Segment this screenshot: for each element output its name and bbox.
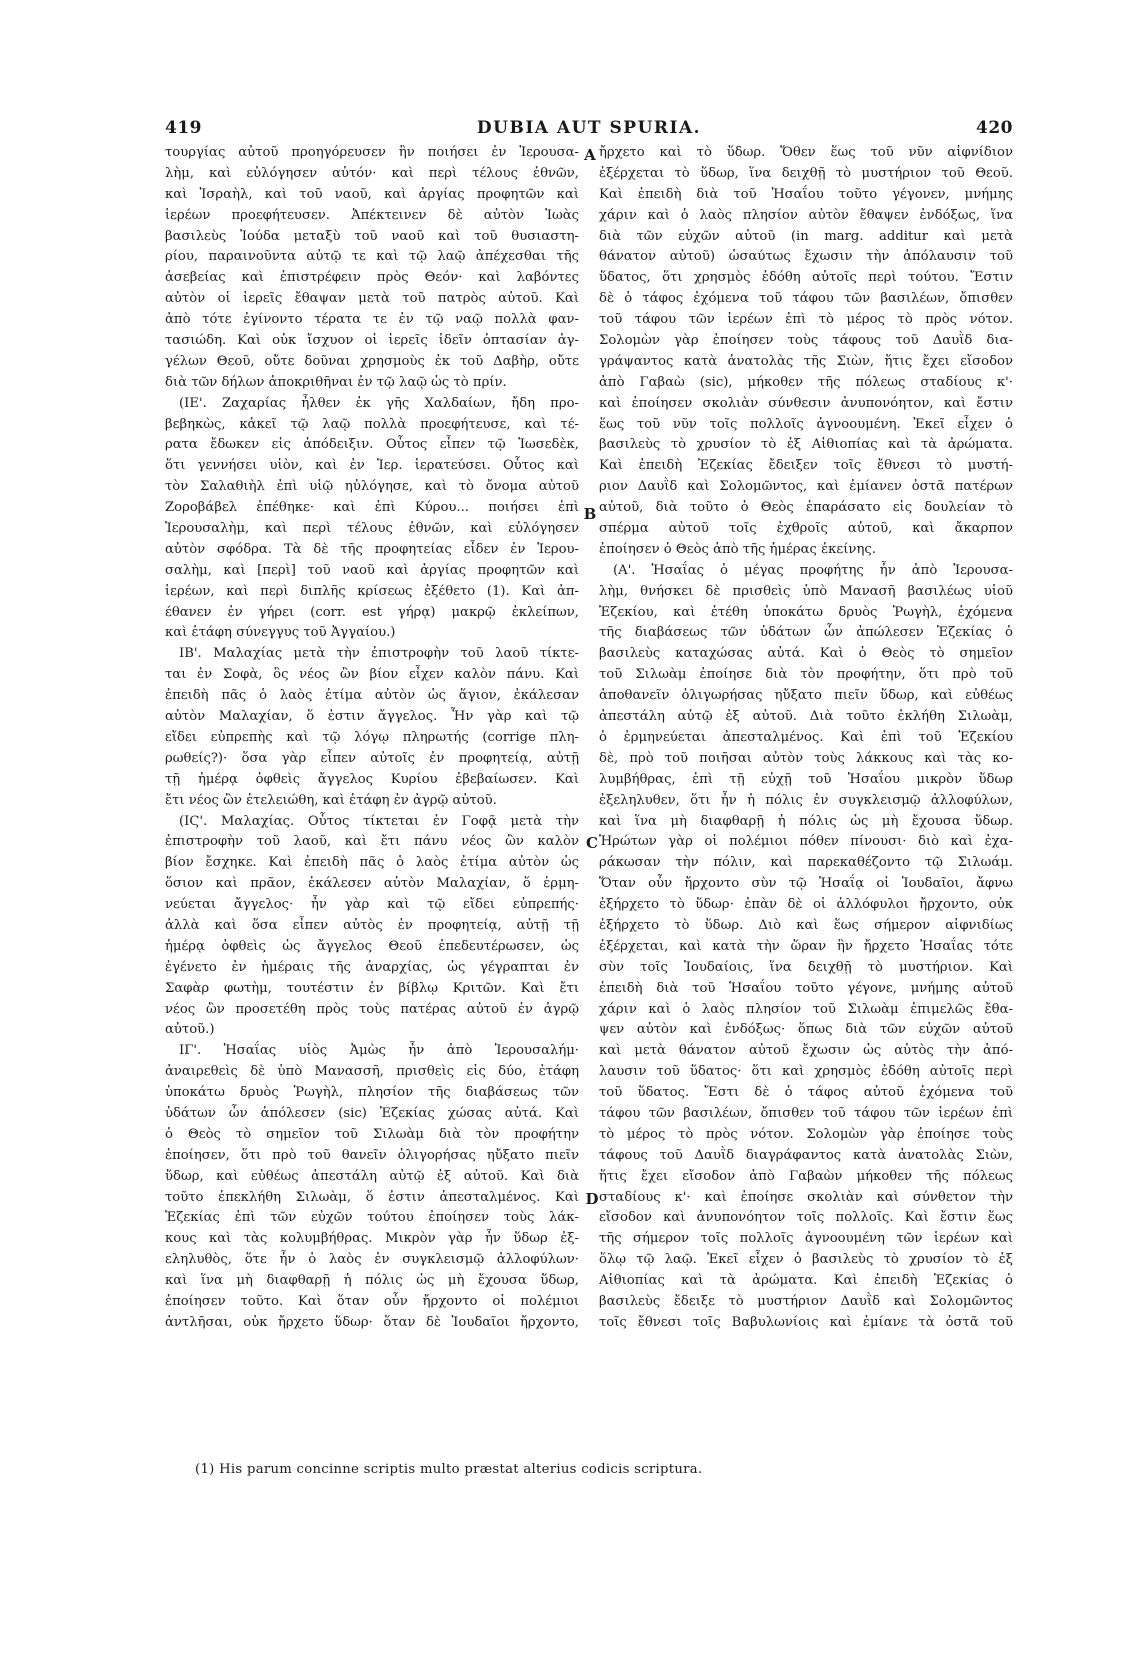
text-line: εληλυθὸς, ὅτε ἦν ὁ λαὸς ἐν συγκλεισμῷ ἀλλοφύλων· <box>165 1252 579 1268</box>
text-line: βασιλεὺς τὸ χρυσίον τὸ ἐξ Αἰθιοπίας καὶ τὰ ἀρώματα. <box>599 437 1013 453</box>
text-line: Σολομὼν γὰρ ἐποίησεν τοὺς τάφους τοῦ Δαυῒδ δια- <box>599 333 1013 349</box>
text-line: αὐτοῦ, διὰ τοῦτο ὁ Θεὸς ἐπαράσατο εἰς δουλείαν τὸ <box>599 500 1013 516</box>
margin-letter-d: D <box>585 1190 599 1208</box>
text-line: βεβηκὼς, κἀκεῖ τῷ λαῷ πολλὰ προεφήτευσε, καὶ τέ- <box>165 416 579 432</box>
text-line: τῆς διαβάσεως τῶν ὑδάτων ὧν ἀπώλεσεν Ἐζεκίας ὁ <box>599 625 1013 641</box>
text-line: νεύεται ἄγγελος· ἦν γὰρ καὶ τῷ εἴδει εὐπρεπής· <box>165 897 579 913</box>
text-line: ἤρχετο καὶ τὸ ὕδωρ. Ὅθεν ἕως τοῦ νῦν αἰφνίδιον <box>599 145 1013 160</box>
text-line: γράψαντος κατὰ ἀνατολὰς τῆς Σιὼν, ἥτις ἔχει εἴσοδον <box>599 353 1013 369</box>
text-line: ὅλῳ τῷ λαῷ. Ἐκεῖ εἶχεν ὁ βασιλεὺς τὸ χρυσίον τὸ ἐξ <box>599 1252 1013 1268</box>
text-line: ρίου, παραινοῦντα αὐτῷ τε καὶ τῷ λαῷ ἀπέχεσθαι τῆς <box>165 249 579 265</box>
text-line: ψεν αὐτὸν καὶ ἐνδόξως· ὅπως διὰ τῶν εὐχῶν αὐτοῦ <box>599 1022 1013 1038</box>
text-line: ΙΒ'. Μαλαχίας μετὰ τὴν ἐπιστροφὴν τοῦ λαοῦ τίκτε- <box>179 646 579 662</box>
text-line: καὶ ἐτάφη σύνεγγυς τοῦ Ἀγγαίου.) <box>165 625 396 641</box>
text-line: ἱερέων, καὶ περὶ διπλῆς κρίσεως ἐξέθετο (1). Καὶ ἀπ- <box>165 583 579 599</box>
text-line: ράκωσαν τὴν πόλιν, καὶ παρεκαθέζοντο τῷ Σιλωάμ. <box>599 855 1013 871</box>
margin-letter-b: B <box>583 505 597 523</box>
text-line: ται ἐν Σοφὰ, ὃς νέος ὢν βίον εἶχεν καλὸν πάνυ. Καὶ <box>165 667 579 683</box>
text-line: τάφους τοῦ Δαυῒδ διαγράφαντος κατὰ ἀνατολὰς Σιὼν, <box>599 1147 1013 1163</box>
page-number-right: 420 <box>976 118 1013 138</box>
margin-letter-c: C <box>586 834 598 852</box>
text-line: ἐπειδὴ πᾶς ὁ λαὸς ἐτίμα αὐτὸν ὡς ἅγιον, ἐκάλεσαν <box>165 688 579 704</box>
text-line: τοῦ τάφου τῶν ἱερέων ἐπὶ τὸ μέρος τὸ πρὸς νότον. <box>599 312 1013 328</box>
text-line: καὶ ἐποίησεν σκολιὰν σύνθεσιν ἀνυπονόητον, καὶ ἔστιν <box>599 395 1013 411</box>
text-line: ἀπὸ τότε ἐγίνοντο τέρατα τε ἐν τῷ ναῷ πολλὰ φαν- <box>165 312 579 328</box>
text-line: λὴμ, θνήσκει δὲ πρισθεὶς ὑπὸ Μανασῆ βασιλέως υἱοῦ <box>599 583 1013 599</box>
text-line: ἐπειδὴ διὰ τοῦ Ἡσαΐου τοῦτο γέγονε, μνήμης αὐτοῦ <box>599 980 1013 996</box>
text-line: σταδίους κ'· καὶ ἐποίησε σκολιὰν καὶ σύνθετον τὴν <box>599 1189 1013 1205</box>
text-line: ἀπεστάλη αὐτῷ ἐξ αὐτοῦ. Διὰ τοῦτο ἐκλήθη Σιλωὰμ, <box>599 709 1013 725</box>
text-line: ὑδάτων ὧν ἀπόλεσεν (sic) Ἐζεκίας χώσας αὐτά. Καὶ <box>165 1105 579 1121</box>
text-line: ὕδατος, ὅτι χρησμὸς ἐδόθη αὐτοῖς περὶ τούτου. Ἔστιν <box>599 270 1013 286</box>
text-line: ἡμέρᾳ ὀφθεὶς ὡς ἄγγελος Θεοῦ ἐπεδευτέρωσεν, ὡς <box>165 938 579 954</box>
text-line: ἐξεληλυθεν, ὅτι ἦν ἡ πόλις ἐν συγκλεισμῷ ἀλλοφύλων, <box>599 792 1013 808</box>
text-line: ἀπὸ Γαβαὼ (sic), μήκοθεν τῆς πόλεως σταδίους κ'· <box>599 374 1013 390</box>
text-line: καὶ Ἰσραὴλ, καὶ τοῦ ναοῦ, καὶ ἀργίας προφητῶν καὶ <box>165 186 579 202</box>
text-line: ἥτις ἔχει εἴσοδον ἀπὸ Γαβαὼν μήκοθεν τῆς πόλεως <box>599 1168 1013 1184</box>
text-line: καὶ ἵνα μὴ διαφθαρῇ ἡ πόλις ὡς μὴ ἔχουσα ὕδωρ, <box>165 1273 579 1289</box>
text-line: Σαφὰρ φωτὴμ, τουτέστιν ἐν βίβλῳ Κριτῶν. Καὶ ἔτι <box>165 980 579 996</box>
text-line: δὲ, πρὸ τοῦ ποιῆσαι αὐτὸν τοὺς λάκκους καὶ τὰς κο- <box>599 750 1013 766</box>
text-line: βασιλεὺς Ἰούδα μεταξὺ τοῦ ναοῦ καὶ τοῦ θυσιαστη- <box>165 228 579 244</box>
text-line: ἐποίησεν ὁ Θεὸς ἀπὸ τῆς ἡμέρας ἐκείνης. <box>599 541 876 557</box>
text-line: σὺν τοῖς Ἰουδαίοις, ἵνα δειχθῇ τὸ μυστήριον. Καὶ <box>599 959 1013 975</box>
text-line: (ΙΕ'. Ζαχαρίας ἦλθεν ἐκ γῆς Χαλδαίων, ἤδη προ- <box>179 395 579 411</box>
text-line: ἐξέρχεται τὸ ὕδωρ, ἵνα δειχθῇ τὸ μυστήριον τοῦ Θεοῦ. <box>599 165 1013 181</box>
text-line: τῆς σήμερον τοῖς πολλοῖς ἀγνοουμένη τῶν ἱερέων καὶ <box>599 1231 1013 1247</box>
text-line: Ὅταν οὖν ἤρχοντο σὺν τῷ Ἡσαΐᾳ οἱ Ἰουδαῖοι, ἄφνω <box>599 876 1013 892</box>
text-line: κους καὶ τὰς κολυμβήθρας. Μικρὸν γὰρ ἦν ὕδωρ ἐξ- <box>165 1231 579 1247</box>
text-line: τοῖς ἔθνεσι τοῖς Βαβυλωνίοις καὶ ἐμίανε τὰ ὀστᾶ τοῦ <box>599 1314 1013 1330</box>
text-line: αὐτὸν Μαλαχίαν, ὅ ἐστιν ἄγγελος. Ἦν γὰρ καὶ τῷ <box>165 709 579 725</box>
text-line: ὑποκάτω δρυὸς Ῥωγὴλ, πλησίον τῆς διαβάσεως τῶν <box>165 1085 579 1101</box>
text-line: τὸν Σαλαθιὴλ ἐπὶ υἱῷ ηὐλόγησε, καὶ τὸ ὄνομα αὐτοῦ <box>165 479 579 495</box>
text-line: διὰ τῶν εὐχῶν αὐτοῦ (in marg. additur καὶ μετὰ <box>599 228 1013 244</box>
text-line: Αἰθιοπίας καὶ τὰ ἀρώματα. Καὶ ἐπειδὴ Ἐζεκίας ὁ <box>599 1273 1013 1289</box>
text-line: Ἐζεκίου, καὶ ἐτέθη ὑποκάτω δρυὸς Ῥωγὴλ, ἐχόμενα <box>599 604 1013 620</box>
text-line: θάνατον αὐτοῦ) ὡσαύτως ἔχωσιν τὴν ἀπόλαυσιν τοῦ <box>599 249 1013 265</box>
text-line: δὲ ὁ τάφος ἐχόμενα τοῦ τάφου τῶν βασιλέων, ὄπισθεν <box>599 291 1013 307</box>
text-line: ὕδωρ, καὶ εὐθέως ἀπεστάλη αὐτῷ ἐξ αὐτοῦ. Καὶ διὰ <box>165 1168 579 1184</box>
text-line: αὐτὸν σφόδρα. Τὰ δὲ τῆς προφητείας εἶδεν ἐν Ἱερου- <box>165 541 579 557</box>
text-line: ἱερέων προεφήτευσεν. Ἀπέκτεινεν δὲ αὐτὸν Ἰωὰς <box>165 207 579 223</box>
text-line: λυμβήθρας, ἐπὶ τῇ εὐχῇ τοῦ Ἡσαΐου μικρὸν ὕδωρ <box>599 771 1013 787</box>
running-header <box>165 118 1013 144</box>
text-line: έθανεν ἐν γήρει (corr. est γήρᾳ) μακρῷ ἐκλείπων, <box>165 604 579 620</box>
footnote: (1) His parum concinne scriptis multo præstat alterius codicis scriptura. <box>195 1462 703 1477</box>
text-line: Ἐζεκίας ἐπὶ τῶν εὐχῶν τούτου ἐποίησεν τοὺς λάκ- <box>165 1210 579 1226</box>
text-line: χάριν καὶ ὁ λαὸς πλησίον αὐτὸν ἔθαψεν ἐνδόξως, ἵνα <box>599 207 1013 223</box>
text-line: Ζοροβάβελ ἐπέθηκε· καὶ ἐπὶ Κύρου... ποιήσει ἐπὶ <box>165 500 579 516</box>
text-line: αὐτὸν οἱ ἱερεῖς ἔθαψαν μετὰ τοῦ πατρὸς αὐτοῦ. Καὶ <box>165 291 579 307</box>
right-text-column <box>599 143 1013 1334</box>
text-line: εἴσοδον καὶ ἀνυπονόητον τοῖς πολλοῖς. Καὶ ἔστιν ἕως <box>599 1210 1013 1226</box>
text-line: ἐξήρχετο τὸ ὕδωρ. Διὸ καὶ ἕως σήμερον αἰφνιδίως <box>599 917 1013 933</box>
text-line: ἔτι νέος ὢν ἐτελειώθη, καὶ ἐτάφη ἐν ἀγρῷ αὐτοῦ. <box>165 792 497 808</box>
text-line: ἐξέρχεται, καὶ κατὰ τὴν ὥραν ἣν ἤρχετο Ἡσαΐας τότε <box>599 938 1013 954</box>
text-line: ἀναιρεθεὶς δὲ ὑπὸ Μανασσῆ, πρισθεὶς εἰς δύο, ἐτάφη <box>165 1064 579 1080</box>
text-line: τάφου τῶν βασιλέων, ὄπισθεν τοῦ τάφου τῶν ἱερέων ἐπὶ <box>599 1105 1013 1121</box>
text-line: τοῦ ὕδατος. Ἔστι δὲ ὁ τάφος αὐτοῦ ἐχόμενα τοῦ <box>599 1085 1013 1101</box>
text-line: ὁ Θεὸς τὸ σημεῖον τοῦ Σιλωὰμ διὰ τὸν προφήτην <box>165 1126 579 1142</box>
margin-letter-a: A <box>584 146 596 164</box>
text-line: λὴμ, καὶ εὐλόγησεν αὐτόν· καὶ περὶ τέλους ἐθνῶν, <box>165 165 579 181</box>
text-line: Καὶ ἐπειδὴ διὰ τοῦ Ἡσαΐου τοῦτο γέγονεν, μνήμης <box>599 186 1013 202</box>
left-text-column <box>165 143 579 1334</box>
text-line: τοῦτο ἐπεκλήθη Σιλωὰμ, ὅ ἐστιν ἀπεσταλμένος. Καὶ <box>165 1189 579 1205</box>
text-line: (Α'. Ἡσαΐας ὁ μέγας προφήτης ἦν ἀπὸ Ἱερουσα- <box>613 562 1013 578</box>
text-line: Ἠρώτων γὰρ οἱ πολέμιοι πόθεν πίνουσι· διὸ καὶ ἐχα- <box>599 834 1013 850</box>
text-line: ἀποθανεῖν ὀλιγωρήσας ηὔξατο πιεῖν ὕδωρ, καὶ εὐθέως <box>599 688 1013 704</box>
text-line: διὰ τῶν δήλων ἀποκριθῆναι ἐν τῷ λαῷ ὡς τὸ πρίν. <box>165 374 507 390</box>
text-line: τασιώδη. Καὶ οὐκ ἴσχυον οἱ ἱερεῖς ἰδεῖν ὀπτασίαν ἀγ- <box>165 333 579 349</box>
text-line: ἐγένετο ἐν ἡμέραις τῆς ἀναρχίας, ὡς γέγραπται ἐν <box>165 959 579 975</box>
text-line: Ἱερουσαλὴμ, καὶ περὶ τέλους ἐθνῶν, καὶ εὐλόγησεν <box>165 521 579 537</box>
text-line: λαυσιν τοῦ ὕδατος· ὅτι καὶ χρησμὸς ἐδόθη αὐτοῖς περὶ <box>599 1064 1013 1080</box>
text-line: ἀσεβείας καὶ ἐπιστρέφειν πρὸς Θεόν· καὶ λαβόντες <box>165 270 579 286</box>
text-line: καὶ μετὰ θάνατον αὐτοῦ ἔχωσιν ὡς αὐτὸς τὴν ἀπό- <box>599 1043 1013 1059</box>
text-line: εἴδει εὐπρεπὴς καὶ τῷ λόγῳ πληρωτής (corrige πλη- <box>165 729 579 745</box>
text-line: χάριν καὶ ὁ λαὸς πλησίον τοῦ Σιλωὰμ ἐπιμελῶς ἔθα- <box>599 1001 1013 1017</box>
page-number-left: 419 <box>165 118 202 138</box>
text-line: ΙΓ'. Ἡσαΐας υἱὸς Ἀμὼς ἦν ἀπὸ Ἱερουσαλήμ· <box>179 1043 579 1059</box>
text-line: τουργίας αὐτοῦ προηγόρευσεν ἣν ποιήσει ἐν Ἱερουσα- <box>165 145 579 160</box>
text-line: καὶ ἵνα μὴ διαφθαρῇ ἡ πόλις ὡς μὴ ἔχουσα ὕδωρ. <box>599 813 1013 829</box>
text-line: ἀντλῆσαι, οὐκ ἤρχετο ὕδωρ· ὅταν δὲ Ἰουδαῖοι ἤρχοντο, <box>165 1314 579 1330</box>
text-line: σπέρμα αὐτοῦ τοῖς ἐχθροῖς αὐτοῦ, καὶ ἄκαρπον <box>599 521 1013 537</box>
text-line: ἕως τοῦ νῦν τοῖς πολλοῖς ἀγνοουμένη. Ἐκεῖ εἶχεν ὁ <box>599 416 1013 432</box>
text-line: νέος ὢν προσετέθη πρὸς τοὺς πατέρας αὐτοῦ ἐν ἀγρῷ <box>165 1001 579 1017</box>
text-line: Καὶ ἐπειδὴ Ἐζεκίας ἔδειξεν τοῖς ἔθνεσι τὸ μυστή- <box>599 458 1013 474</box>
text-line: ριον Δαυῒδ καὶ Σολομῶντος, καὶ ἐμίανεν ὀστᾶ πατέρων <box>599 479 1013 495</box>
text-line: ἐποίησεν τοῦτο. Καὶ ὅταν οὖν ἤρχοντο οἱ πολέμιοι <box>165 1293 579 1309</box>
text-line: (ΙϚ'. Μαλαχίας. Οὗτος τίκτεται ἐν Γοφᾷ μετὰ τὴν <box>179 813 579 829</box>
text-line: ὁ ἑρμηνεύεται ἀπεσταλμένος. Καὶ ἐπὶ τοῦ Ἐζεκίου <box>599 729 1013 745</box>
text-line: ἀλλὰ καὶ ὅσα εἶπεν αὐτὸς ἐν προφητείᾳ, αὐτῇ τῇ <box>165 917 579 933</box>
text-line: τοῦ Σιλωὰμ ἐποίησε διὰ τὸν προφήτην, ὅτι πρὸ τοῦ <box>599 667 1013 683</box>
text-line: ὅσιον καὶ πρᾶον, ἐκάλεσεν αὐτὸν Μαλαχίαν, ὅ ἑρμη- <box>165 876 579 892</box>
text-line: βίον ἔσχηκε. Καὶ ἐπειδὴ πᾶς ὁ λαὸς ἐτίμα αὐτὸν ὡς <box>165 855 579 871</box>
text-line: ὅτι γεννήσει υἱὸν, καὶ ἐν Ἱερ. ἱερατεύσει. Οὗτος καὶ <box>165 458 579 474</box>
text-line: βασιλεὺς καταχώσας αὐτά. Καὶ ὁ Θεὸς τὸ σημεῖον <box>599 646 1013 662</box>
text-line: αὐτοῦ.) <box>165 1022 215 1038</box>
text-line: ἐξήρχετο τὸ ὕδωρ· ἐπὰν δὲ οἱ ἀλλόφυλοι ἤρχοντο, οὐκ <box>599 897 1013 913</box>
running-title: DUBIA AUT SPURIA. <box>476 118 702 138</box>
text-line: ἐποίησεν, ὅτι πρὸ τοῦ θανεῖν ὀλιγορήσας ηὔξατο πιεῖν <box>165 1147 579 1163</box>
text-line: βασιλεὺς ἔδειξε τὸ μυστήριον Δαυῒδ καὶ Σολομῶντος <box>599 1293 1013 1309</box>
text-line: ρωθείς?)· ὅσα γὰρ εἶπεν αὐτοῖς ἐν προφητείᾳ, αὐτῇ <box>165 750 579 766</box>
text-line: τῇ ἡμέρᾳ ὀφθεὶς ἄγγελος Κυρίου ἐβεβαίωσεν. Καὶ <box>165 771 579 787</box>
text-line: ἐπιστροφὴν τοῦ λαοῦ, καὶ ἔτι πάνυ νέος ὢν καλὸν <box>165 834 579 850</box>
text-line: τὸ μέρος τὸ πρὸς νότον. Σολομὼν γὰρ ἐποίησε τοὺς <box>599 1126 1013 1142</box>
text-line: ρατα ἔδωκεν εἰς ἀπόδειξιν. Οὗτος εἶπεν τῷ Ἰωσεδὲκ, <box>165 437 579 453</box>
text-line: σαλὴμ, καὶ [περὶ] τοῦ ναοῦ καὶ ἀργίας προφητῶν καὶ <box>165 562 579 578</box>
text-line: γέλων Θεοῦ, οὔτε δοῦναι χρησμοὺς ἐκ τοῦ Δαβὴρ, οὔτε <box>165 353 579 369</box>
